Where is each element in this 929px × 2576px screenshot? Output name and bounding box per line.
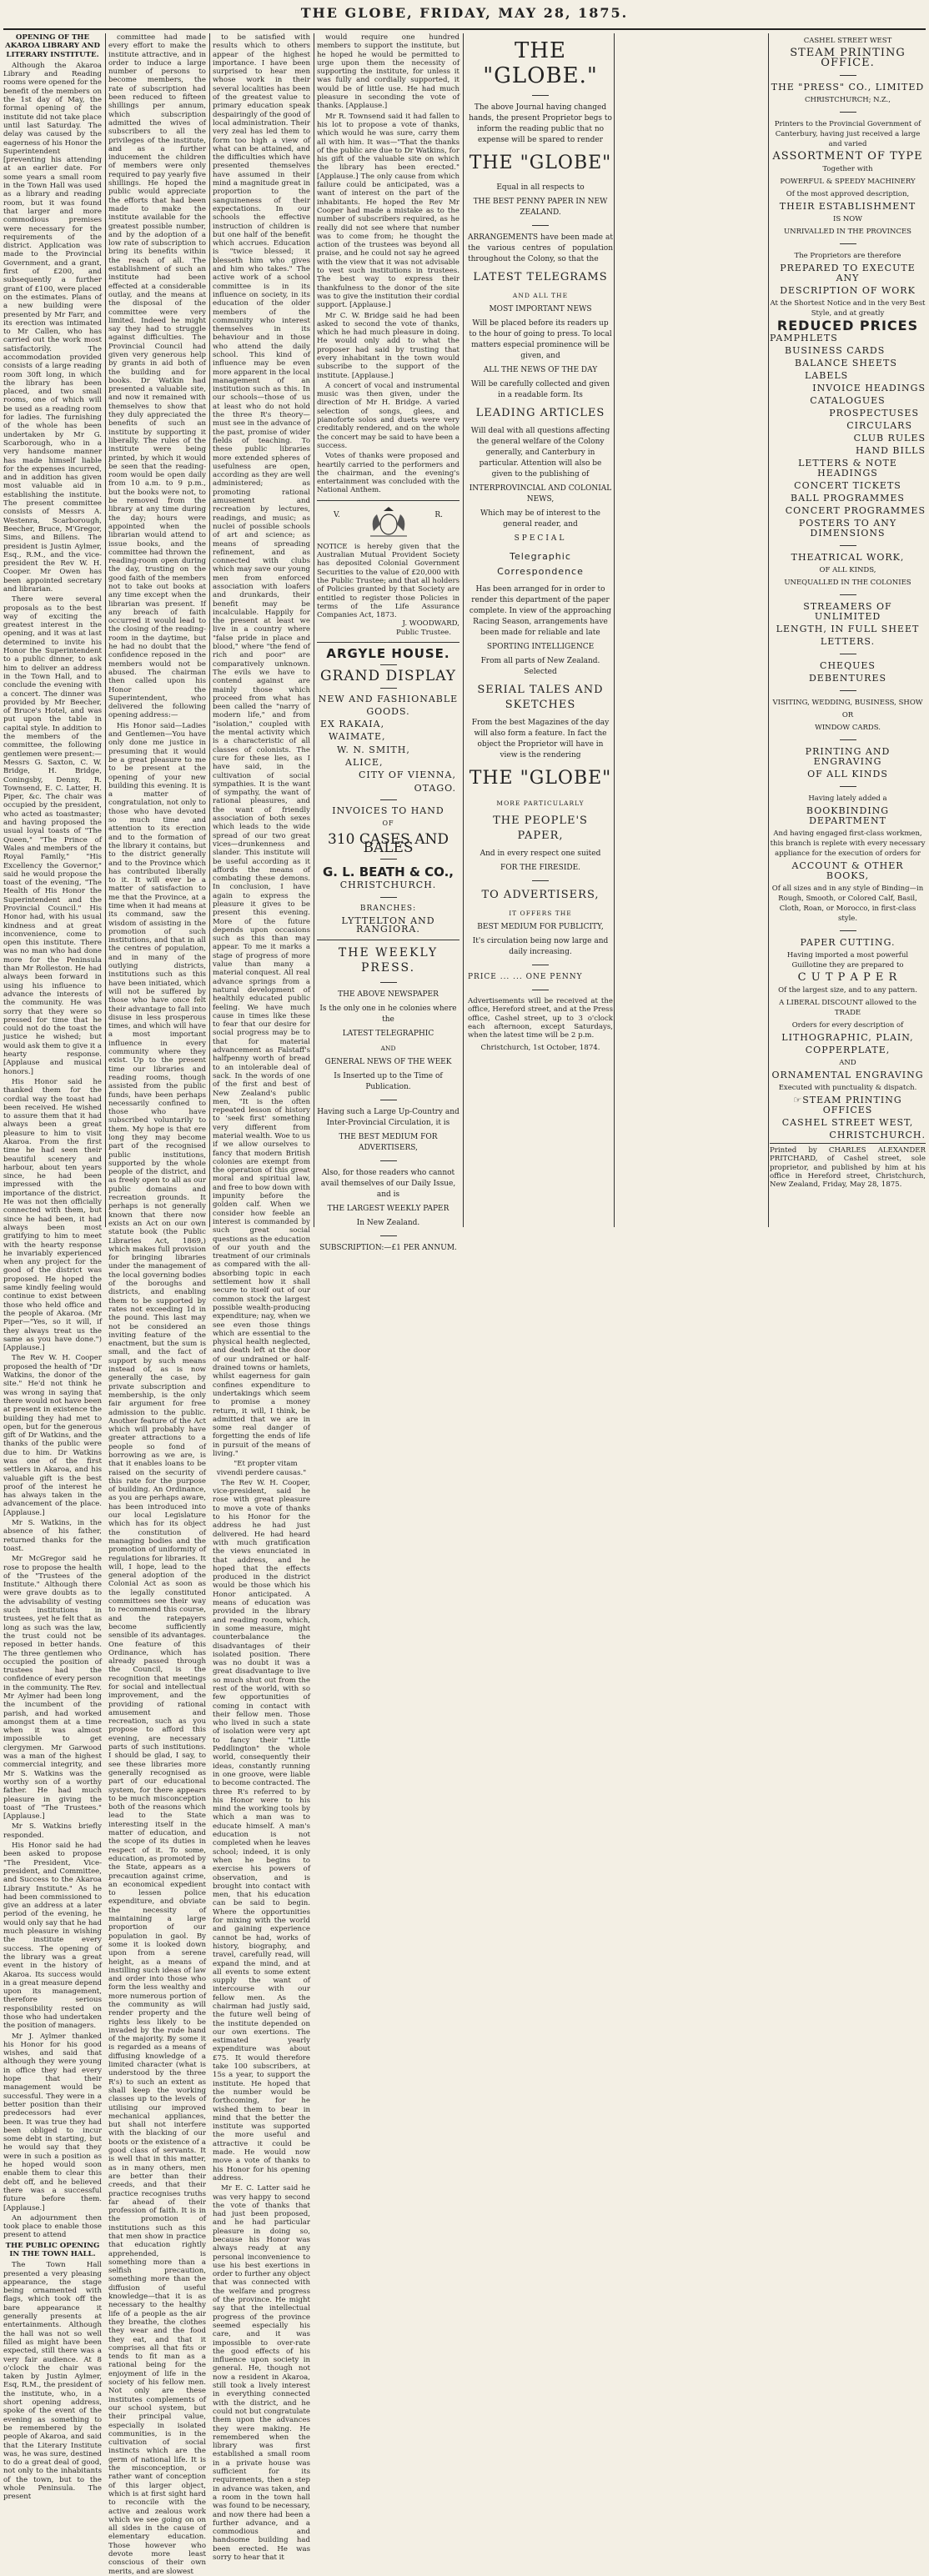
public-notice: NOTICE is hereby given that the Australian Mutual Provident Society has deposited Colonial Government Securities to the value of £20,000 with the Public Trustee; and that all holders of Policies granted by that Society are entitled to register those Policies in terms of the Life Assurance Companies Act, 1873.: [317, 542, 459, 620]
ad-line: DESCRIPTION OF WORK: [780, 285, 916, 296]
ad-heading: STEAM PRINTING OFFICE.: [790, 47, 906, 69]
ad-line: ALICE,: [345, 757, 384, 769]
service-item: HAND BILLS: [855, 445, 926, 456]
argyle-house-advertisement: [317, 646, 459, 935]
article-column-2: [108, 33, 206, 2576]
ad-line: NEW AND FASHIONABLE: [318, 693, 459, 704]
ad-line: LEADING ARTICLES: [475, 407, 605, 419]
article-paragraph: The Rev W. H. Cooper, vice-president, said he rose with great pleasure to move a vote of thanks to his Honor for the address he had just delivered. He had heard with much gratification the views enunciated in that address, and he hoped that the effects produced in the district would be those which his Honor anticipated. A means of education was provided in the library and reading room, which, in some measure, might counterbalance the disadvantages of their isolated position. There was no doubt it was a great disadvantage to live so much shut out from the rest of the world, with so few opportunities of coming in contact with their fellow men. Those who lived in such a state of isolation were very apt to fancy their "Little Peddlington" the whole world, consequently their ideas, constantly running in one groove, were liable to become contracted. The three R's referred to by his Honor were to his mind the working tools by which a man was to educate himself. A man's education is not completed when he leaves school; indeed, it is only when he begins to exercise his powers of observation, and is brought into contact with men, that his education can be said to begin. Where the opportunities for mixing with the world and gaining experience cannot be had, works of history, biography, and travel, carefully read, will expand the mind, and at all events to some extent supply the want of intercourse with our fellow men. As the chairman had justly said, the future well being of the institute depended on our own exertions. The estimated yearly expenditure was about £75. It would therefore take 100 subscribers, at 15s a year, to support the institute. He hoped that the number would be forthcoming, for he wished them to bear in mind that the better the institute was supported the more useful and attractive it could be made. He would now move a vote of thanks to his Honor for his opening address.: [213, 1478, 310, 2183]
press-printing-column: [770, 33, 926, 1229]
dash: [380, 688, 397, 689]
ad-line: FOR THE FIRESIDE.: [500, 864, 581, 872]
ad-line: ALL THE NEWS OF THE DAY: [483, 366, 598, 374]
ad-line: CHRISTCHURCH.: [829, 1130, 926, 1140]
ad-line: From all parts of New Zealand. Selected: [480, 657, 600, 676]
ad-line: IS NOW: [832, 215, 863, 223]
article-paragraph: Mr J. Aylmer thanked his Honor for his good wishes, and said that although they were young in office they had every hope that their management would be successful. They were in a better position than their predecessors had ever been. It was true they had been obliged to incur some debt in starting, but he would say that they were in such a position as he hoped would soon enable them to clear this debt off, and he believed there was a successful future before them. [Applause.]: [3, 2032, 102, 2213]
ad-line: ARRANGEMENTS have been made at the various centres of population throughout the Colony, so that the: [468, 233, 613, 263]
dash: [532, 880, 549, 881]
ad-line: AND: [839, 1059, 856, 1067]
ad-line: Printers to the Provincial Government of Canterbury, having just received a large and varied: [774, 120, 921, 148]
article-paragraph: Mr McGregor said he rose to propose the health of the "Trustees of the Institute." Although there were grave doubts as to the advisability of vesting such institutions in trustees, yet he felt that as long as such was the law, the trust could not be reposed in better hands. The three gentlemen who occupied the position of trustees had the confidence of every person in the community. The Rev. Mr Aylmer had been long the incumbent of the parish, and had worked amongst them at a time when it was almost impossible to get clergymen. Mr Garwood was a man of the highest commercial integrity, and Mr S. Watkins was the worthy son of a worthy father. He had much pleasure in giving the toast of "The Trustees." [Applause.]: [3, 1555, 102, 1822]
service-item: POSTERS TO ANY DIMENSIONS: [798, 518, 897, 539]
ad-heading: THE WEEKLY PRESS.: [338, 945, 439, 975]
ad-line: THE LARGEST WEEKLY PAPER: [327, 1204, 449, 1213]
article-paragraph: Mr R. Townsend said it had fallen to his lot to propose a vote of thanks, which would he was sure, carry them all with him. It was—"That the thanks of the public are due to Dr Watkins, for his gift of the valuable site on which the library has been erected." [Applause.] The only cause from which failure could be anticipated, was a want of interest on the part of the inhabitants. He hoped the Rev Mr Cooper had made a mistake as to the number of subscribers required, as he really did not see where that number was to come from; he thought the action of the trustees was beyond all praise, and he could not say he agreed with the view that it was not advisable to vest such institutions in trustees. The best way to express their thankfulness to the donor of the site was to give the institution their cordial support. [Applause.]: [317, 112, 459, 310]
dash: [840, 75, 856, 76]
ad-line: ASSORTMENT OF TYPE: [772, 150, 923, 163]
article-heading: OPENING OF THE AKAROA LIBRARY AND LITERARY INSTITUTE.: [5, 33, 100, 59]
service-item: CONCERT PROGRAMMES: [785, 505, 926, 516]
ad-line: PREPARED TO EXECUTE ANY: [780, 263, 916, 283]
ad-line: THE "PRESS" CO., LIMITED: [771, 82, 925, 93]
ad-line: OR: [841, 711, 854, 719]
ad-line: C U T P A P E R: [797, 971, 898, 984]
masthead: [0, 0, 929, 25]
ad-line: WAIMATE,: [329, 731, 386, 743]
ad-line: Advertisements will be received at the office, Hereford street, and at the Press office, Cashel street, up to 3 o'clock each afternoon, except Saturdays, when the latest time will be 2 p.m.: [468, 997, 613, 1040]
notice-signature-title: Public Trustee.: [395, 628, 451, 637]
ad-line: The Proprietors are therefore: [794, 252, 901, 260]
ad-line: SUBSCRIPTION:—£1 PER ANNUM.: [319, 1243, 457, 1252]
ad-line: OF ALL KINDS: [807, 769, 888, 779]
ad-line: TO ADVERTISERS,: [481, 889, 600, 901]
crest-letter-left: V.: [334, 510, 340, 519]
ad-line: THE PEOPLE'S PAPER,: [493, 814, 588, 842]
ad-line: Having such a Large Up-Country and Inter-Provincial Circulation, it is: [317, 1107, 459, 1127]
ad-line: ORNAMENTAL ENGRAVING: [771, 1070, 924, 1080]
weekly-press-advertisement: [317, 945, 459, 1254]
ad-line: And having engaged first-class workmen, this branch is replete with every necessary appliance for the execution of orders for: [770, 829, 926, 858]
ad-line: STREAMERS OF UNLIMITED: [803, 601, 892, 622]
ad-date: Christchurch, 1st October, 1874.: [480, 1044, 600, 1053]
article-paragraph: There were several proposals as to the best way of exciting the greatest interest in the opening, and it was at last determined to invite his Honor the Superintendent to a public dinner, to ask him to deliver an address in the Town Hall, and to conclude the evening with a concert. The dinner was provided by Mr Beecher, of Bruce's Hotel, and was put upon the table in capital style. In addition to the members of the committee, the following gentlemen were present:— Messrs G. Saxton, C. W. Bridge, H. Bridge, Coningsby, Denny, R. Townsend, E. C. Latter, H. Piper, &c. The chair was occupied by the president, who acted as toastmaster; and having proposed the usual loyal toasts of "The Queen," "The Prince of Wales and members of the Royal Family," "His Excellency the Governor," said he would propose the toast of the evening, "The Health of His Honor the Superintendent and the Provincial Council." His Honor had, with his usual kindness and at great inconvenience, come to open this institute. There was no man who had done more for the Peninsula than Mr Rolleston. He had always been forward in using his influence to advance the interests of the community. He was sorry that they were so pressed for time that he could not do the toast the justice he wished; but would ask them to give it a hearty response. [Applause and musical honors.]: [3, 595, 102, 1076]
ad-line: CHRISTCHURCH; N.Z.,: [805, 96, 891, 104]
ad-line: THE ABOVE NEWSPAPER: [338, 990, 439, 999]
ad-line: MOST IMPORTANT NEWS: [489, 305, 592, 313]
printer-imprint: Printed by CHARLES ALEXANDER PRITCHARD, of Cashel street, sole proprietor, and published by him at his office in Hereford street, Christchurch, New Zealand, Friday, May 28, 1875.: [770, 1143, 926, 1189]
masthead-rule: [3, 28, 926, 30]
service-item: LETTERS & NOTE HEADINGS: [798, 458, 897, 479]
article-quote: "Et propter vitam vivendi perdere causas.": [216, 1460, 307, 1477]
service-item: INVOICE HEADINGS: [812, 383, 926, 393]
service-item: CLUB RULES: [853, 433, 926, 444]
ad-line: ACCOUNT & OTHER BOOKS,: [791, 860, 904, 881]
article-paragraph: The Rev W. H. Cooper proposed the health of "Dr Watkins, the donor of the site." He'd not think he was wrong in saying that there would not have been at present in existence the building they had met to open, but for the generous gift of Dr Watkins, and the thanks of the public were due to him. Dr Watkins was one of the first settlers in Akaroa, and his valuable gift is the best proof of the interest he has always taken in the advancement of the place. [Applause.]: [3, 1354, 102, 1517]
article-paragraph: to be satisfied with results which to others appear of the highest importance. I have been surprised to hear men whose work in their several localities has been of the greatest value to primary education speak despairingly of the good of local administration. Their very zeal has led them to form too high a view of what can be attained, and the difficulties which have presented themselves have assumed in their mind a magnitude great in proportion to the sanguineness of their expectations. In our schools the effective instruction of children is but one half of the benefit which accrues. Education is "twice blessed; it blesseth him who gives and him who takes." The active work of a school committee is in its influence on society, in its education of the older members of the community who interest themselves in its behaviour and in those who attend the daily school. This kind of influence may be even more apparent in the local management of an institution such as this. In our schools—those of us at least who do not hold the three R's theory—must see in the advance of the past, promise of wider fields of teaching. To these public libraries more extended spheres of usefulness are open, according as they are well administered; as promoting rational amusement and recreation by lectures, readings, and music; as nuclei of possible schools of art and science; as means of spreading refinement, and as connected with clubs which may save our young men from enforced association with loafers and drunkards, their benefit may be incalculable. Happily for the present at least we live in a country where "false pride in place and blood," where "the fend of rich and poor" are comparatively unknown. The evils we have to contend against are mainly those which proceed from what has been called the "narry of modern life," and from "isolation," coupled with the mental activity which is a characteristic of all classes of colonists. The cure for these lies, as I have said, in the cultivation of social sympathies. It is the want of sympathy, the want of rational pleasures, and the want of friendly association of both sexes which leads to the wide spread of our two great vices—drunkenness and slander. This institute will be useful according as it affords the means of combating these demons. In conclusion, I have again to express the pleasure it gives to be present this evening. More of the future depends upon occasions such as this than may appear. To me it marks a stage of progress of more value than many a material conquest. All real advance springs from a natural development of healthily educated public feeling. We have much cause in times like these to fear that our desire for social progress may be to that for material advancement as Falstaff's halfpenny worth of bread to an intolerable deal of sack. In the words of one of the first and best of New Zealand's public men, "It is the often repeated lesson of history to 'seek first' something very different from material wealth. Woe to us if we allow ourselves to fancy that modern British colonies are exempt from the operation of this great moral and spiritual law, and free to bow down with impunity before the golden calf. When we consider how feeble an interest is commanded by such great social questions as the education of our youth and the treatment of our criminals as compared with the all-absorbing topic in each settlement how it shall secure to itself out of our common stock the largest possible wealth-producing expenditure; nay, when we see even those things which are essential to the physical health neglected, and death left at the door of our undrained or half-drained towns or hamlets, whilst eagerness for gain confines expenditure to undertakings which seem to promise a money return, it will, I think, be admitted that we are in some real danger of forgetting the ends of life in pursuit of the means of living.": [213, 33, 310, 1458]
ad-line: From the best Magazines of the day will also form a feature. In fact the object the Proprietor will have in view is the rendering: [471, 719, 610, 759]
section-rule: [317, 642, 459, 643]
service-item: CATALOGUES: [810, 395, 886, 406]
globe-advertisement-column: [468, 33, 613, 1229]
ad-line: Telegraphic Correspondence: [497, 551, 584, 577]
ad-line: SERIAL TALES AND SKETCHES: [477, 684, 604, 711]
ad-heading: THE "GLOBE": [469, 768, 612, 789]
article-paragraph: His Honor said—Ladies and Gentlemen—You have only done me justice in presuming that it would be a great pleasure to me to be present at the opening of your new building this evening. It is a matter of congratulation, not only to those who have devoted so much time and attention to its erection and to the formation of the library it contains, but to the district generally and to the Province which has contributed liberally to it. It will ever be a matter of satisfaction to me that the Province, at a time when it had means at its command, saw the wisdom of assisting in the promotion of such institutions, and that in all the centres of population, and in many of the outlying districts, institutions such as this have been initiated, which will not be suffered by those who have once felt their advantage to fall into disuse in less prosperous times, and which will have a most important influence in every community where they exist. Up to the present time our libraries and reading rooms, though assisted from the public funds, have been perhaps necessarily confined to those who have subscribed voluntarily to them. My hope is that ere long they may become part of the recognised public institutions, supported by the whole people of the district, and as freely open to all as our public domains and recreation grounds. It perhaps is not generally known that there now exists an Act on our own statute book (the Public Libraries Act, 1869,) which makes full provision for bringing libraries under the management of the local governing bodies of the boroughs and districts, and enabling them to be supported by rates not exceeding 1d in the pound. This last may not be considered an inviting feature of the enactment, but the sum is small, and the fact of support by such means instead of, as is now generally the case, by private subscription and membership, is the only fair argument for free admission to the public. Another feature of the Act which will probably have greater attractions to a people so fond of borrowing as we are, is that it enables loans to be raised on the security of this rate for the purpose of building. An Ordinance, as you are perhaps aware, has been introduced into our local Legislature which has for its object the constitution of managing bodies and the promotion of uniformity of regulations for libraries. It will, I hope, lead to the general adoption of the Colonial Act as soon as the legally constituted committees see their way to recommend this course, and the ratepayers become sufficiently sensible of its advantages. One feature of this Ordinance, which has already passed through the Council, is the recognition that meetings for social and intellectual improvement, and the providing of rational amusement and recreation, such as you propose to afford this evening, are necessary parts of such institutions. I should be glad, I say, to see these libraries more generally recognised as part of our educational system, for there appears to be much misconception both of the reasons which lead to the State interesting itself in the matter of education, and the scope of its duties in respect of it. To some, education, as promoted by the State, appears as a precaution against crime, an economical expedient to lessen police expenditure, and obviate the necessity of maintaining a large proportion of our population in gaol. By some it is looked down upon from a serene height, as a means of instilling such ideas of law and order into those who form the less wealthy and more numerous portion of the community as will render property and the rights less likely to be invaded by the rude hand of the majority. By some it is regarded as a means of diffusing knowledge of a limited character (what is understood by the three R's) to such an extent as shall keep the working classes up to the levels of utilising our improved mechanical appliances, but shall not interfere with the blacking of our boots or the existence of a good class of servants. It is well that in this matter, as in many others, men are better than their creeds, and that their practice recognises truths far ahead of their profession of faith. It is in the promotion of institutions such as this that men show in practice that education rightly apprehended, is something more than a selfish precaution, something more than the diffusion of useful knowledge—that it is as necessary to the healthy life of a people as the air they breathe, the clothes they wear and the food they eat, and that it comprises all that fits or tends to fit man as a rational being for the enjoyment of life in the society of his fellow men. Not only are these institutes complements of our school system, but their principal value, especially in isolated communities, is in the cultivation of social instincts which are the germ of national life. It is the misconception, or rather want of conception of this larger object, which is at first sight hard to reconcile with the active and zealous work which we see going on on all sides in the cause of elementary education. Those however who devote more least conscious of their own merits, and are slowest: [108, 721, 206, 2576]
dash: [840, 930, 856, 931]
ad-line: THEATRICAL WORK,: [791, 552, 905, 563]
ad-line: Orders for every description of: [791, 1021, 904, 1030]
dash: [840, 786, 856, 787]
ad-line: PAPER CUTTING.: [800, 937, 896, 948]
ad-line: THE BEST MEDIUM FOR ADVERTISERS,: [339, 1132, 438, 1152]
dash: [380, 897, 397, 898]
ad-line: COPPERPLATE,: [805, 1045, 891, 1055]
ad-line: OF ALL KINDS,: [819, 566, 876, 574]
notice-signature: J. WOODWARD,: [402, 619, 459, 629]
ad-line: PRINTING AND ENGRAVING: [805, 746, 891, 767]
ad-line: CITY OF VIENNA,: [358, 769, 456, 781]
ad-line: UNEQUALLED IN THE COLONIES: [784, 579, 911, 587]
ad-line: LITHOGRAPHIC, PLAIN,: [781, 1032, 914, 1043]
dash: [840, 112, 856, 113]
ad-line: THEIR ESTABLISHMENT: [779, 201, 916, 212]
dash: [532, 95, 549, 96]
ad-line: BOOKBINDING DEPARTMENT: [806, 805, 890, 826]
ad-line: CHRISTCHURCH.: [339, 880, 437, 891]
ad-line: Will be placed before its readers up to the hour of going to press. To local matters especial prominence will be given, and: [469, 319, 612, 360]
firm-name: G. L. BEATH & CO.,: [323, 865, 454, 880]
ad-line: INVOICES TO HAND: [332, 804, 444, 816]
article-paragraph: committee had made every effort to make the institute attractive, and in order to induce a large number of persons to become members, the rate of subscription had been reduced to fifteen shillings per annum, which subscription admitted the wives of subscribers to all the privileges of the institute, and as a further inducement the children of members were only required to pay yearly five shillings. He hoped the public would appreciate the efforts that had been made to make the institute available for the greatest possible number, and by the adoption of a low rate of subscription to bring its benefits within the reach of all. The establishment of such an institute had been effected at a considerable outlay, and the means at the disposal of the committee were very limited. Indeed he might say they had to struggle against difficulties. The Provincial Council had given very generous help by grants in aid both of the building and for books. Dr Watkin had presented a valuable site, and now it remained with themselves to show that they duly appreciated the benefits of such an institute by supporting it liberally. The rules of the institute were being printed, by which it would be seen that the reading-room would be open daily from 10 a.m. to 9 p.m., but the books were not, to be removed from the library at any time during the day; hours were appointed when the librarian would attend to issue books, and the committee had thrown the reading-room open during the day, trusting on the good faith of the members not to take out books at any time except when the librarian was present. If any breach of faith occurred it would lead to the closing of the reading-room in the daytime, but he had no doubt that the confidence reposed in the members would not be abused. The chairman then called upon his Honor the Superintendent, who delivered the following opening address:—: [108, 33, 206, 720]
ad-line: SPECIAL: [514, 534, 567, 543]
ad-line: THE BEST PENNY PAPER IN NEW ZEALAND.: [473, 198, 608, 217]
ad-line: Will be carefully collected and given in a readable form. Its: [470, 380, 610, 399]
ad-line: CHEQUES: [820, 660, 876, 671]
article-paragraph: would require one hundred members to support the institute, but he hoped he would be permitted to urge upon them the necessity of supporting the institute, for unless it was fully and cordially supported, it would be of little use. He had much pleasure in seconding the vote of thanks. [Applause.]: [317, 33, 459, 111]
section-rule: [317, 500, 459, 501]
royal-arms-icon: [364, 506, 414, 539]
service-item: PAMPHLETS: [770, 333, 838, 343]
dash: [380, 982, 397, 983]
ad-line: And in every respect one suited: [480, 849, 601, 858]
ad-line: CASHEL STREET WEST: [803, 37, 892, 45]
ad-line: Equal in all respects to: [496, 183, 585, 192]
article-paragraph: His Honor said he had been asked to propose "The President, Vice-president, and Committee, and Success to the Akaroa Library Institute." As he had been commissioned to give an address at a later period of the evening, he would only say that he had much pleasure in wishing the institute every success. The opening of the library was a great event in the history of Akaroa. Its success would in a great measure depend upon its management, therefore serious responsibility rested on those who had undertaken the position of managers.: [3, 1842, 102, 2031]
ad-line: GENERAL NEWS OF THE WEEK: [324, 1057, 452, 1066]
ad-line: Of the most approved description,: [786, 190, 910, 198]
dash: [840, 594, 856, 595]
ad-line: Of the largest size, and to any pattern.: [778, 986, 917, 995]
article-paragraph: Mr E. C. Latter said he was very happy to second the vote of thanks that had just been proposed, and he had particular pleasure in doing so, because his Honor was always ready at any personal inconvenience to use his best exertions in order to further any object that was connected with the welfare and progress of the province. He might say that the intellectual progress of the province seemed especially his care, and it was impossible to over-rate the good effects of his influence upon society in general. He, though not now a resident in Akaroa, still took a lively interest in everything connected with the district, and he could not but congratulate them upon the advances they were making. He remembered when the library was first established a small room in a private house was sufficient for its requirements, then a step in advance was taken, and a room in the town hall was found to be necessary, and now there had been a further advance, and a commodious and handsome building had been erected. He was sorry to hear that it: [213, 2184, 310, 2562]
article-column-4: [317, 33, 459, 1252]
ad-line: At the Shortest Notice and in the very Best Style, and at greatly: [770, 299, 926, 318]
article-paragraph: Mr C. W. Bridge said he had been asked to second the vote of thanks, which he had much pleasure in doing. He would only add to what the proposer had said by trusting that every inhabitant in the town would subscribe to the support of the institute. [Applause.]: [317, 311, 459, 380]
ad-heading: THE "GLOBE.": [483, 38, 598, 88]
ad-line: Which may be of interest to the general reader, and: [480, 509, 600, 529]
ad-line: Of all sizes and in any style of Binding—in Rough, Smooth, or Colored Calf, Basil, Cloth, Roan, or Morocco, in first-class style.: [771, 885, 924, 923]
ad-line: Executed with punctuality & dispatch.: [778, 1084, 917, 1092]
ad-line: LYTTELTON AND RANGIORA.: [341, 915, 435, 935]
ad-line: AND: [380, 1044, 396, 1052]
article-paragraph: A concert of vocal and instrumental music was then given, under the direction of Mr H. Bridge. A varied selection of songs, glees, and pianoforte solos and duets were very creditably rendered, and on the whole the concert may be said to have been a success.: [317, 381, 459, 450]
ad-line: SPORTING INTELLIGENCE: [486, 643, 595, 651]
article-paragraph: His Honor said he thanked them for the cordial way the toast had been received. He wished to assure them that it had always been a great pleasure to him to visit Akaroa. From the first time he had seen their beautiful scenery and harbour, about ten years since, he had been impressed with the importance of the district. He was not then officially connected with them, but since he had been, it had always been most gratifying to him to meet with the hearty response he invariably experienced when any project for the good of the district was proposed. He hoped the same kindly feeling would continue to exist between those who held office and the people of Akaroa. (Mr Piper—"Yes, so it will, if they always treat us the same as you have done.") [Applause.]: [3, 1077, 102, 1353]
service-item: CONCERT TICKETS: [794, 480, 901, 491]
service-item: BALANCE SHEETS: [795, 358, 897, 368]
royal-crest: [317, 506, 459, 543]
service-item: CIRCULARS: [846, 420, 912, 431]
ad-line: Together with: [822, 165, 873, 173]
article-subheading: THE PUBLIC OPENING IN THE TOWN HALL.: [5, 2241, 100, 2258]
service-item: BALL PROGRAMMES: [791, 493, 905, 504]
ad-line: Having imported a most powerful Guillotine they are prepared to: [786, 951, 909, 970]
ad-line: Is Inserted up to the Time of Publication.: [334, 1071, 443, 1091]
article-paragraph: Mr S. Watkins briefly responded.: [3, 1822, 102, 1840]
ad-line: UNRIVALLED IN THE PROVINCES: [784, 228, 911, 236]
service-item: LABELS: [805, 370, 849, 381]
ad-line: LATEST TELEGRAPHIC: [342, 1029, 434, 1038]
ad-line: WINDOW CARDS.: [815, 724, 881, 732]
ad-line: Also, for those readers who cannot avail themselves of our Daily Issue, and is: [320, 1168, 456, 1199]
ad-heading: ARGYLE HOUSE.: [326, 646, 450, 661]
article-column-3: [213, 33, 310, 2562]
ad-line: A LIBERAL DISCOUNT allowed to the TRADE: [779, 999, 916, 1017]
dash: [840, 690, 856, 691]
ad-line: VISITING, WEDDING, BUSINESS, SHOW: [772, 699, 923, 707]
ad-line: Is the only one in he colonies where the: [319, 1004, 457, 1024]
ad-line: BRANCHES:: [359, 904, 417, 913]
service-item: PROSPECTUSES: [829, 408, 919, 418]
dash: [380, 1235, 397, 1236]
ad-line: POWERFUL & SPEEDY MACHINERY: [780, 178, 916, 186]
ad-line: INTERPROVINCIAL AND COLONIAL NEWS,: [469, 484, 612, 504]
ad-heading: THE "GLOBE": [469, 153, 612, 173]
ad-heading: GRAND DISPLAY: [319, 668, 457, 685]
article-paragraph: Votes of thanks were proposed and heartily carried to the performers and the chairman, and the evening's entertainment was concluded with the National Anthem.: [317, 452, 459, 495]
ad-line: Will deal with all questions affecting the general welfare of the Colony generally, and Canterbury in particular. Attention will also be given to the publishing of: [470, 427, 610, 479]
ad-line: In New Zealand.: [356, 1218, 420, 1227]
ad-line: Having lately added a: [808, 794, 887, 803]
ad-line: ☞STEAM PRINTING OFFICES: [793, 1095, 902, 1115]
ad-line: OF: [382, 819, 394, 828]
article-paragraph: The Town Hall presented a very pleasing appearance, the stage being ornamented with flags, which took off the bare appearance it generally presents at entertainments. Although the hall was not so well filled as might have been expected, still there was a very fair audience. At 8 o'clock the chair was taken by Justin Aylmer, Esq, R.M., the president of the institute, who, in a short opening address, spoke of the event of the evening as something to be remembered by the people of Akaroa, and said that the Literary Institute was, he was sure, destined to do a great deal of good, not only to the inhabitants of the town, but to the whole Peninsula. The present: [3, 2261, 102, 2502]
ad-line: Has been arranged for in order to render this department of the paper complete. In view of the approaching Racing Season, arrangements have been made for reliable and late: [469, 585, 612, 637]
ad-line: LETTERS.: [820, 636, 876, 647]
ad-line: 310 CASES AND BALES: [327, 830, 449, 856]
ad-line: AND ALL THE: [512, 292, 569, 299]
article-paragraph: An adjournment then took place to enable those present to attend: [3, 2213, 102, 2240]
dash: [380, 1160, 397, 1161]
article-paragraph: Mr S. Watkins, in the absence of his father, returned thanks for the toast.: [3, 1519, 102, 1553]
ad-line: CASHEL STREET WEST,: [781, 1117, 914, 1128]
ad-heading: REDUCED PRICES: [776, 318, 919, 333]
ad-line: OTAGO.: [414, 782, 456, 794]
article-column-1: [3, 33, 103, 2502]
dash: [380, 859, 397, 860]
ad-line: MORE PARTICULARLY: [496, 799, 585, 807]
dash: [380, 799, 397, 800]
crest-letter-right: R.: [434, 510, 443, 519]
ad-line: LENGTH, IN FULL SHEET: [776, 624, 920, 634]
dash: [840, 739, 856, 740]
price-line: PRICE ... ... ONE PENNY: [468, 973, 583, 981]
dash: [840, 243, 856, 244]
ad-line: W. N. SMITH,: [337, 744, 410, 755]
dash: [380, 664, 397, 665]
ad-line: IT OFFERS THE: [509, 910, 572, 917]
ad-line: LATEST TELEGRAMS: [473, 271, 608, 283]
ad-line: EX RAKAIA,: [320, 719, 385, 730]
dash: [840, 545, 856, 546]
ad-line: It's circulation being now large and daily increasing.: [472, 937, 609, 956]
service-item: BUSINESS CARDS: [785, 345, 886, 356]
ad-line: DEBENTURES: [808, 673, 887, 684]
dash: [532, 225, 549, 226]
ad-line: BEST MEDIUM FOR PUBLICITY,: [477, 923, 604, 931]
ad-line: The above Journal having changed hands, the present Proprietor begs to inform the reading public that no expense will be spared to render: [469, 103, 612, 144]
article-paragraph: Although the Akaroa Library and Reading rooms were opened for the benefit of the members on the 1st day of May, the formal opening of the institute did not take place until last Saturday. The delay was caused by the eagerness of his Honor the Superintendent [preventing his attending at an earlier date. For some years a small room in the Town Hall was used as a library and reading room, but it was found that larger and more commodious premises were necessary for the requirements of the district. Application was made to the Provincial Government, and a grant, first of £200, and subsequently a further grant of £100, were placed on the estimates. Plans of a new building were presented by Mr Farr, and its erection was intimated to Mr Callen, who has carried out the work most satisfactorily. The accommodation provided consists of a large reading room 30ft long, in which the library has been placed, and two small rooms, one of which will be used as a reading room for ladies. The furnishing of the whole has been undertaken by Mr G. Scarborough, who in a very handsome manner has made himself liable for the expenses incurred, and in addition has given most valuable aid in establishing the institute. The present committee consists of Messrs A. Westenra, Scarborough, Beecher, Bruce, M'Gregor, Sims, and Billens. The president is Justin Aylmer, Esq., R.M., and the vice-president the Rev W. H. Cooper. Mr Owen has been appointed secretary and librarian.: [3, 61, 103, 594]
newspaper-title: THE GLOBE, FRIDAY, MAY 28, 1875.: [300, 5, 629, 21]
ad-line: GOODS.: [366, 705, 410, 717]
